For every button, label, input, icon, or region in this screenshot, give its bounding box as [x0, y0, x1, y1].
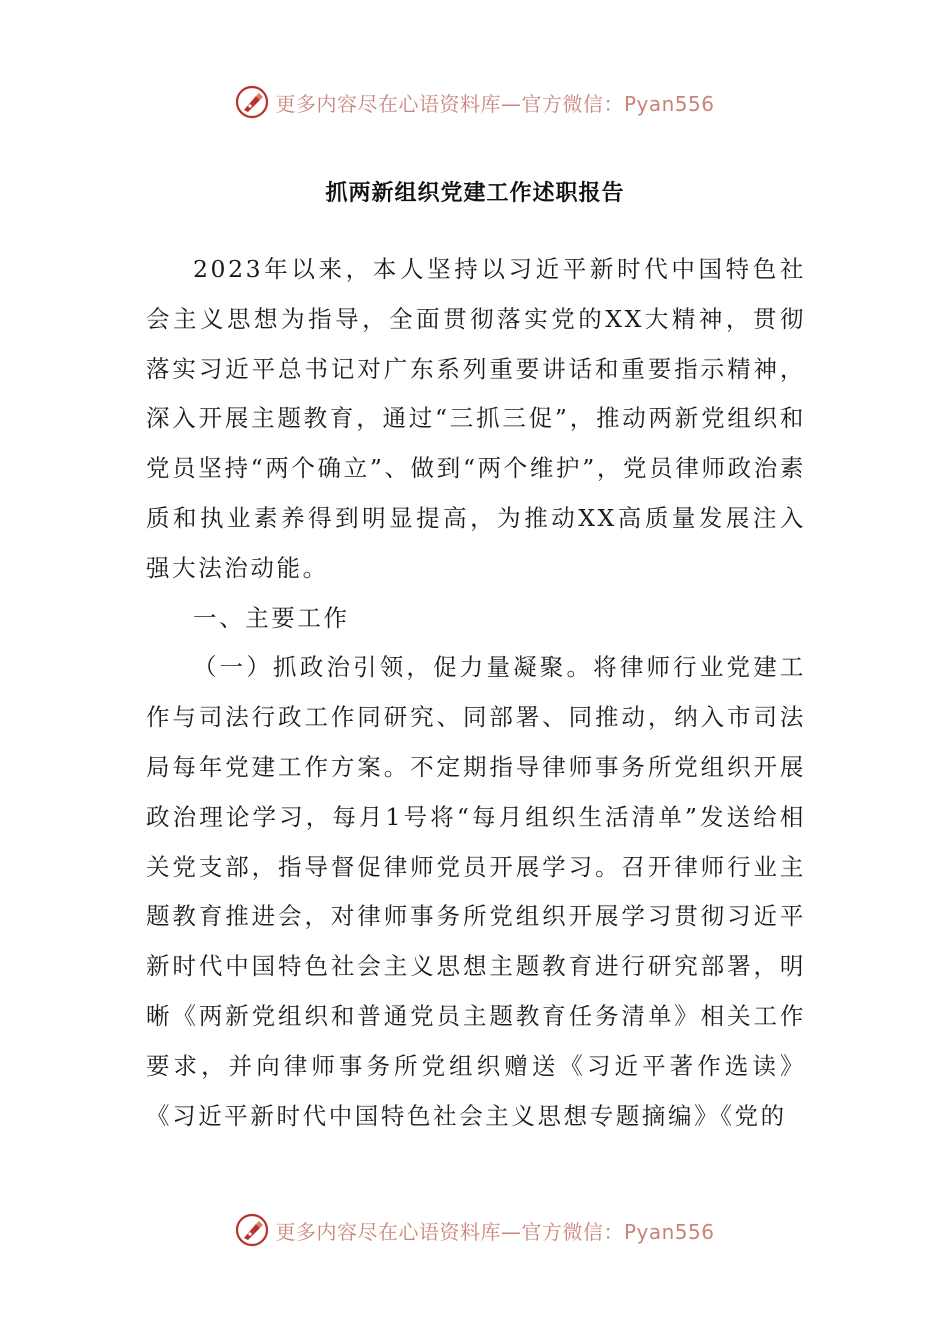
watermark-banner-top	[0, 82, 950, 122]
document-body	[146, 245, 806, 1141]
watermark-text: 更多内容尽在心语资料库—官方微信：Pyan556	[275, 1219, 715, 1244]
section-paragraph: （一）抓政治引领，促力量凝聚。将律师行业党建工作与司法行政工作同研究、同部署、同推动，纳入市司法局每年党建工作方案。不定期指导律师事务所党组织开展政治理论学习，每月1号将“每月组织生活清单”发送给相关党支部，指导督促律师党员开展学习。召开律师行业主题教育推进会，对律师事务所党组织开展学习贯彻习近平新时代中国特色社会主义思想主题教育进行研究部署，明晰《两新党组织和普通党员主题教育任务清单》相关工作要求，并向律师事务所党组织赠送《习近平著作选读》《习近平新时代中国特色社会主义思想专题摘编》《党的	[146, 653, 806, 1130]
watermark-banner-bottom	[0, 1210, 950, 1250]
intro-paragraph: 2023年以来，本人坚持以习近平新时代中国特色社会主义思想为指导，全面贯彻落实党的XX大精神，贯彻落实习近平总书记对广东系列重要讲话和重要指示精神，深入开展主题教育，通过“三抓三促”，推动两新党组织和党员坚持“两个确立”、做到“两个维护”，党员律师政治素质和执业素养得到明显提高，为推动XX高质量发展注入强大法治动能。	[146, 255, 806, 582]
watermark-text: 更多内容尽在心语资料库—官方微信：Pyan556	[275, 91, 715, 116]
document-title: 抓两新组织党建工作述职报告	[325, 181, 625, 206]
section-heading: 一、主要工作	[193, 603, 350, 632]
pen-nib-logo-icon	[235, 1213, 269, 1247]
pen-nib-logo-icon	[235, 85, 269, 119]
